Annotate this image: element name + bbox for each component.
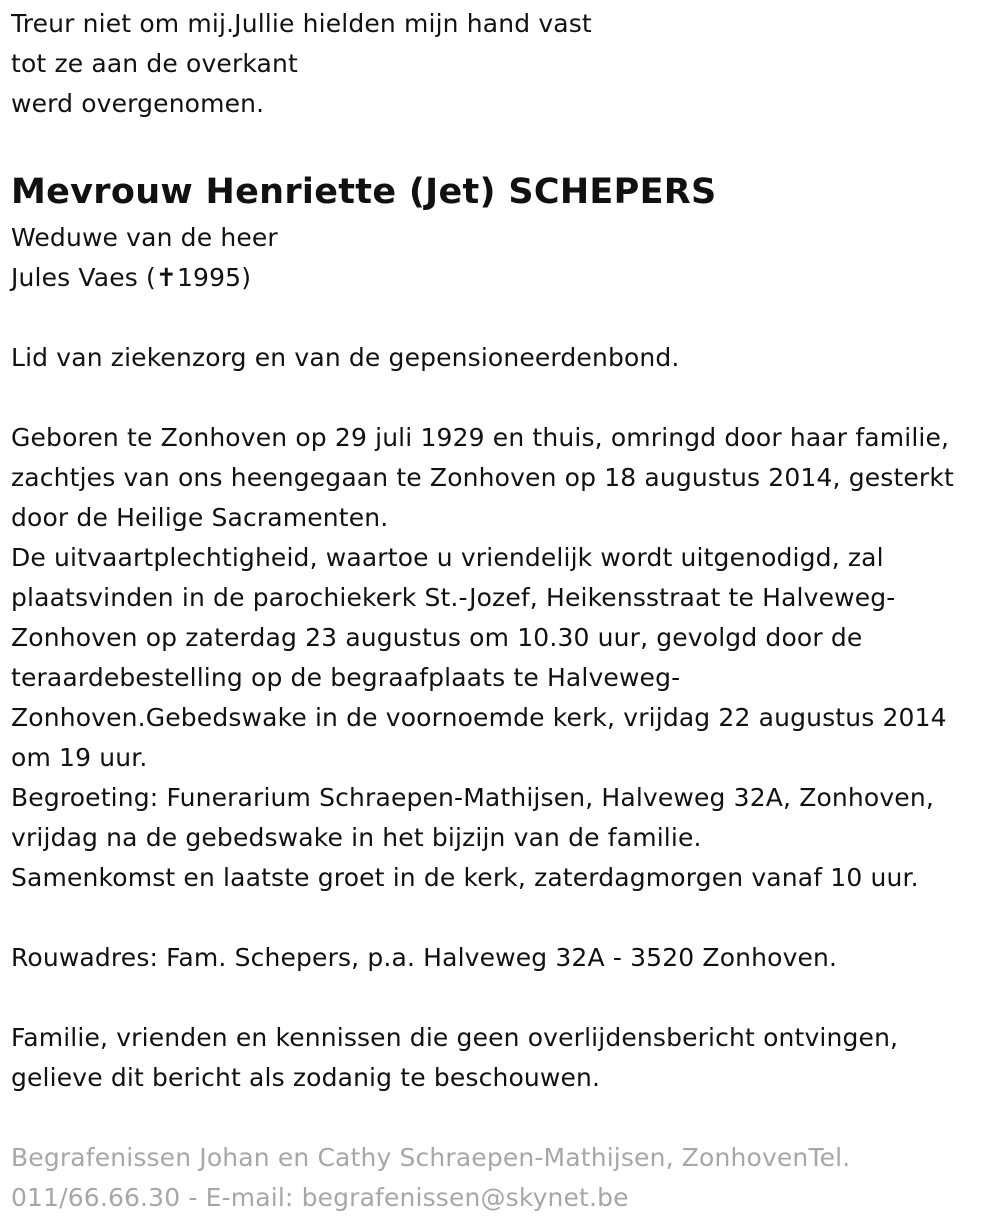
spacer [11,378,996,418]
details-line: om 19 uur. [11,743,148,772]
poem-line: Treur niet om mij.Jullie hielden mijn hand vast [11,9,592,38]
footer [11,1138,996,1218]
obituary-document [11,4,996,1218]
notice [11,1018,996,1098]
footer-contact [11,1178,996,1218]
details-line: zachtjes van ons heengegaan te Zonhoven op 18 augustus 2014, gesterkt [11,463,954,492]
details-line: Samenkomst en laatste groet in de kerk, zaterdagmorgen vanaf 10 uur. [11,863,919,892]
mourning-address: Rouwadres: Fam. Schepers, p.a. Halveweg 32A - 3520 Zonhoven. [11,943,838,972]
funeral-details [11,418,996,898]
details-line: door de Heilige Sacramenten. [11,503,389,532]
spacer [11,298,996,338]
notice-line: gelieve dit bericht als zodanig te beschouwen. [11,1063,601,1092]
details-line: Begroeting: Funerarium Schraepen-Mathijsen, Halveweg 32A, Zonhoven, [11,783,934,812]
details-line: vrijdag na de gebedswake in het bijzijn van de familie. [11,823,702,852]
poem [11,4,996,124]
details-line: Zonhoven op zaterdag 23 augustus om 10.30 uur, gevolgd door de [11,623,863,652]
membership-text: Lid van ziekenzorg en van de gepensioneerdenbond. [11,343,680,372]
deceased-name: Mevrouw Henriette (Jet) SCHEPERS [11,172,717,212]
spouse-info [11,218,996,298]
details-line: Zonhoven.Gebedswake in de voornoemde kerk, vrijdag 22 augustus 2014 [11,703,947,732]
spouse-line: Jules Vaes (✝1995) [11,263,252,292]
poem-line: tot ze aan de overkant [11,49,298,78]
poem-line: werd overgenomen. [11,89,265,118]
footer-phone: 011/66.66.30 - E-mail: [11,1183,302,1212]
details-line: plaatsvinden in de parochiekerk St.-Jozef, Heikensstraat te Halveweg- [11,583,896,612]
details-line: Geboren te Zonhoven op 29 juli 1929 en thuis, omringd door haar familie, [11,423,950,452]
spacer [11,978,996,1018]
spouse-line: Weduwe van de heer [11,223,278,252]
notice-line: Familie, vrienden en kennissen die geen overlijdensbericht ontvingen, [11,1023,899,1052]
spacer [11,124,996,164]
email-link[interactable]: begrafenissen@skynet.be [301,1183,629,1212]
footer-company: Begrafenissen Johan en Cathy Schraepen-Mathijsen, ZonhovenTel. [11,1143,851,1172]
details-line: De uitvaartplechtigheid, waartoe u vriendelijk wordt uitgenodigd, zal [11,543,884,572]
details-line: teraardebestelling op de begraafplaats te Halveweg- [11,663,681,692]
spacer [11,1098,996,1138]
spacer [11,898,996,938]
